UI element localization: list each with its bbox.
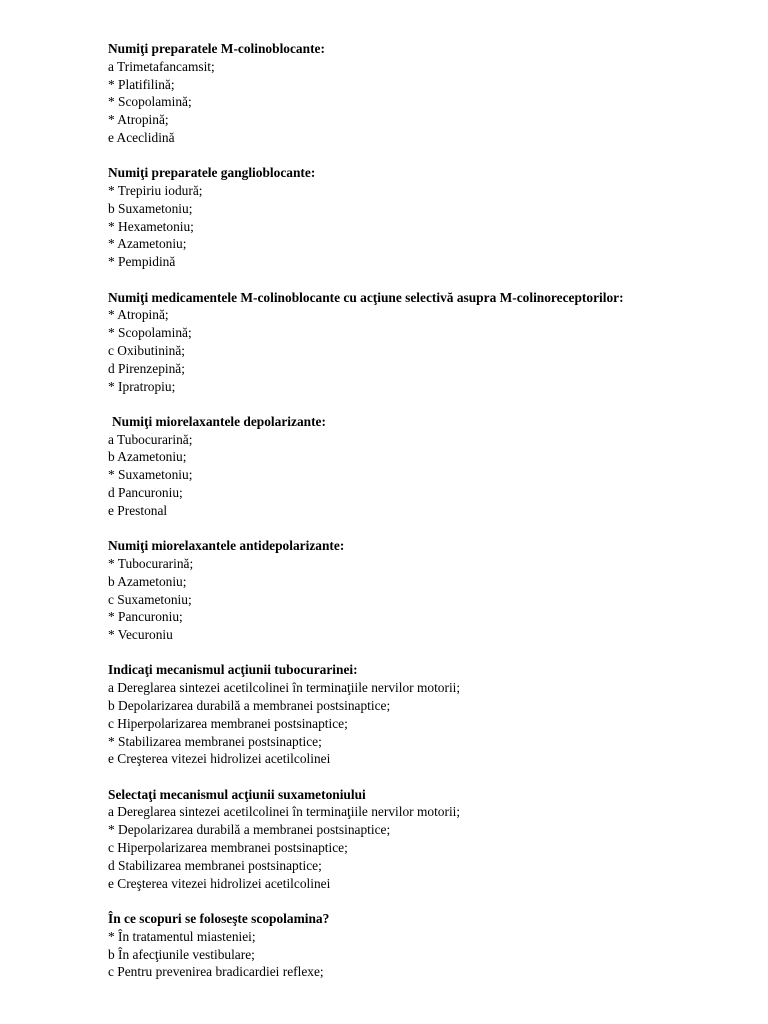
answer-option: b Suxametoniu; bbox=[108, 200, 193, 216]
answer-option: * Platifilină; bbox=[108, 76, 175, 92]
answer-option: * Azametoniu; bbox=[108, 236, 187, 252]
answer-option: * Stabilizarea membranei postsinaptice; bbox=[108, 733, 322, 749]
question-7 bbox=[108, 786, 748, 893]
question-title: Numiţi miorelaxantele depolarizante: bbox=[112, 413, 326, 429]
answer-option: * Atropină; bbox=[108, 112, 169, 128]
question-6 bbox=[108, 661, 748, 768]
answer-option: d Pancuroniu; bbox=[108, 485, 183, 501]
answer-option: e Creşterea vitezei hidrolizei acetilcolinei bbox=[108, 875, 331, 891]
question-8 bbox=[108, 910, 748, 981]
answer-option: c Hiperpolarizarea membranei postsinaptice; bbox=[108, 715, 348, 731]
document-page bbox=[108, 40, 748, 999]
answer-option: b Azametoniu; bbox=[108, 573, 187, 589]
answer-option: * Suxametoniu; bbox=[108, 467, 193, 483]
answer-option: * În tratamentul miasteniei; bbox=[108, 928, 256, 944]
question-4 bbox=[108, 413, 748, 520]
question-3 bbox=[108, 289, 748, 396]
answer-option: * Tubocurarină; bbox=[108, 555, 194, 571]
question-5 bbox=[108, 537, 748, 644]
answer-option: * Pancuroniu; bbox=[108, 609, 183, 625]
answer-option: d Pirenzepină; bbox=[108, 360, 185, 376]
question-title: Numiţi miorelaxantele antidepolarizante: bbox=[108, 538, 345, 554]
question-2 bbox=[108, 164, 748, 271]
answer-option: e Prestonal bbox=[108, 502, 168, 518]
answer-option: c Pentru prevenirea bradicardiei reflexe; bbox=[108, 964, 324, 980]
answer-option: a Tubocurarină; bbox=[108, 431, 193, 447]
answer-option: e Aceclidină bbox=[108, 129, 175, 145]
answer-option: a Trimetafancamsit; bbox=[108, 58, 215, 74]
answer-option: a Dereglarea sintezei acetilcolinei în terminaţiile nervilor motorii; bbox=[108, 804, 461, 820]
question-title: Numiţi medicamentele M-colinoblocante cu acţiune selectivă asupra M-colinoreceptorilor: bbox=[108, 289, 624, 305]
answer-option: * Atropină; bbox=[108, 307, 169, 323]
question-title: Numiţi preparatele M-colinoblocante: bbox=[108, 41, 325, 56]
answer-option: b În afecţiunile vestibulare; bbox=[108, 946, 255, 962]
answer-option: b Azametoniu; bbox=[108, 449, 187, 465]
answer-option: * Hexametoniu; bbox=[108, 218, 194, 234]
answer-option: * Ipratropiu; bbox=[108, 378, 176, 394]
answer-option: b Depolarizarea durabilă a membranei postsinaptice; bbox=[108, 698, 391, 713]
answer-option: * Trepiriu iodură; bbox=[108, 183, 203, 199]
question-title: Indicaţi mecanismul acţiunii tubocurarinei: bbox=[108, 662, 358, 678]
answer-option: * Scopolamină; bbox=[108, 325, 192, 341]
answer-option: e Creşterea vitezei hidrolizei acetilcolinei bbox=[108, 751, 331, 767]
question-title: În ce scopuri se foloseşte scopolamina? bbox=[108, 910, 330, 926]
answer-option: * Pempidină bbox=[108, 254, 176, 270]
answer-option: d Stabilizarea membranei postsinaptice; bbox=[108, 857, 322, 873]
question-title: Selectaţi mecanismul acţiunii suxametoniului bbox=[108, 786, 366, 802]
answer-option: c Suxametoniu; bbox=[108, 591, 192, 607]
answer-option: * Depolarizarea durabilă a membranei postsinaptice; bbox=[108, 822, 391, 838]
answer-option: c Oxibutinină; bbox=[108, 342, 185, 358]
question-title: Numiţi preparatele ganglioblocante: bbox=[108, 165, 316, 181]
answer-option: * Scopolamină; bbox=[108, 94, 192, 110]
answer-option: * Vecuroniu bbox=[108, 627, 173, 643]
answer-option: a Dereglarea sintezei acetilcolinei în terminaţiile nervilor motorii; bbox=[108, 680, 461, 696]
question-1 bbox=[108, 40, 748, 147]
answer-option: c Hiperpolarizarea membranei postsinaptice; bbox=[108, 840, 348, 856]
